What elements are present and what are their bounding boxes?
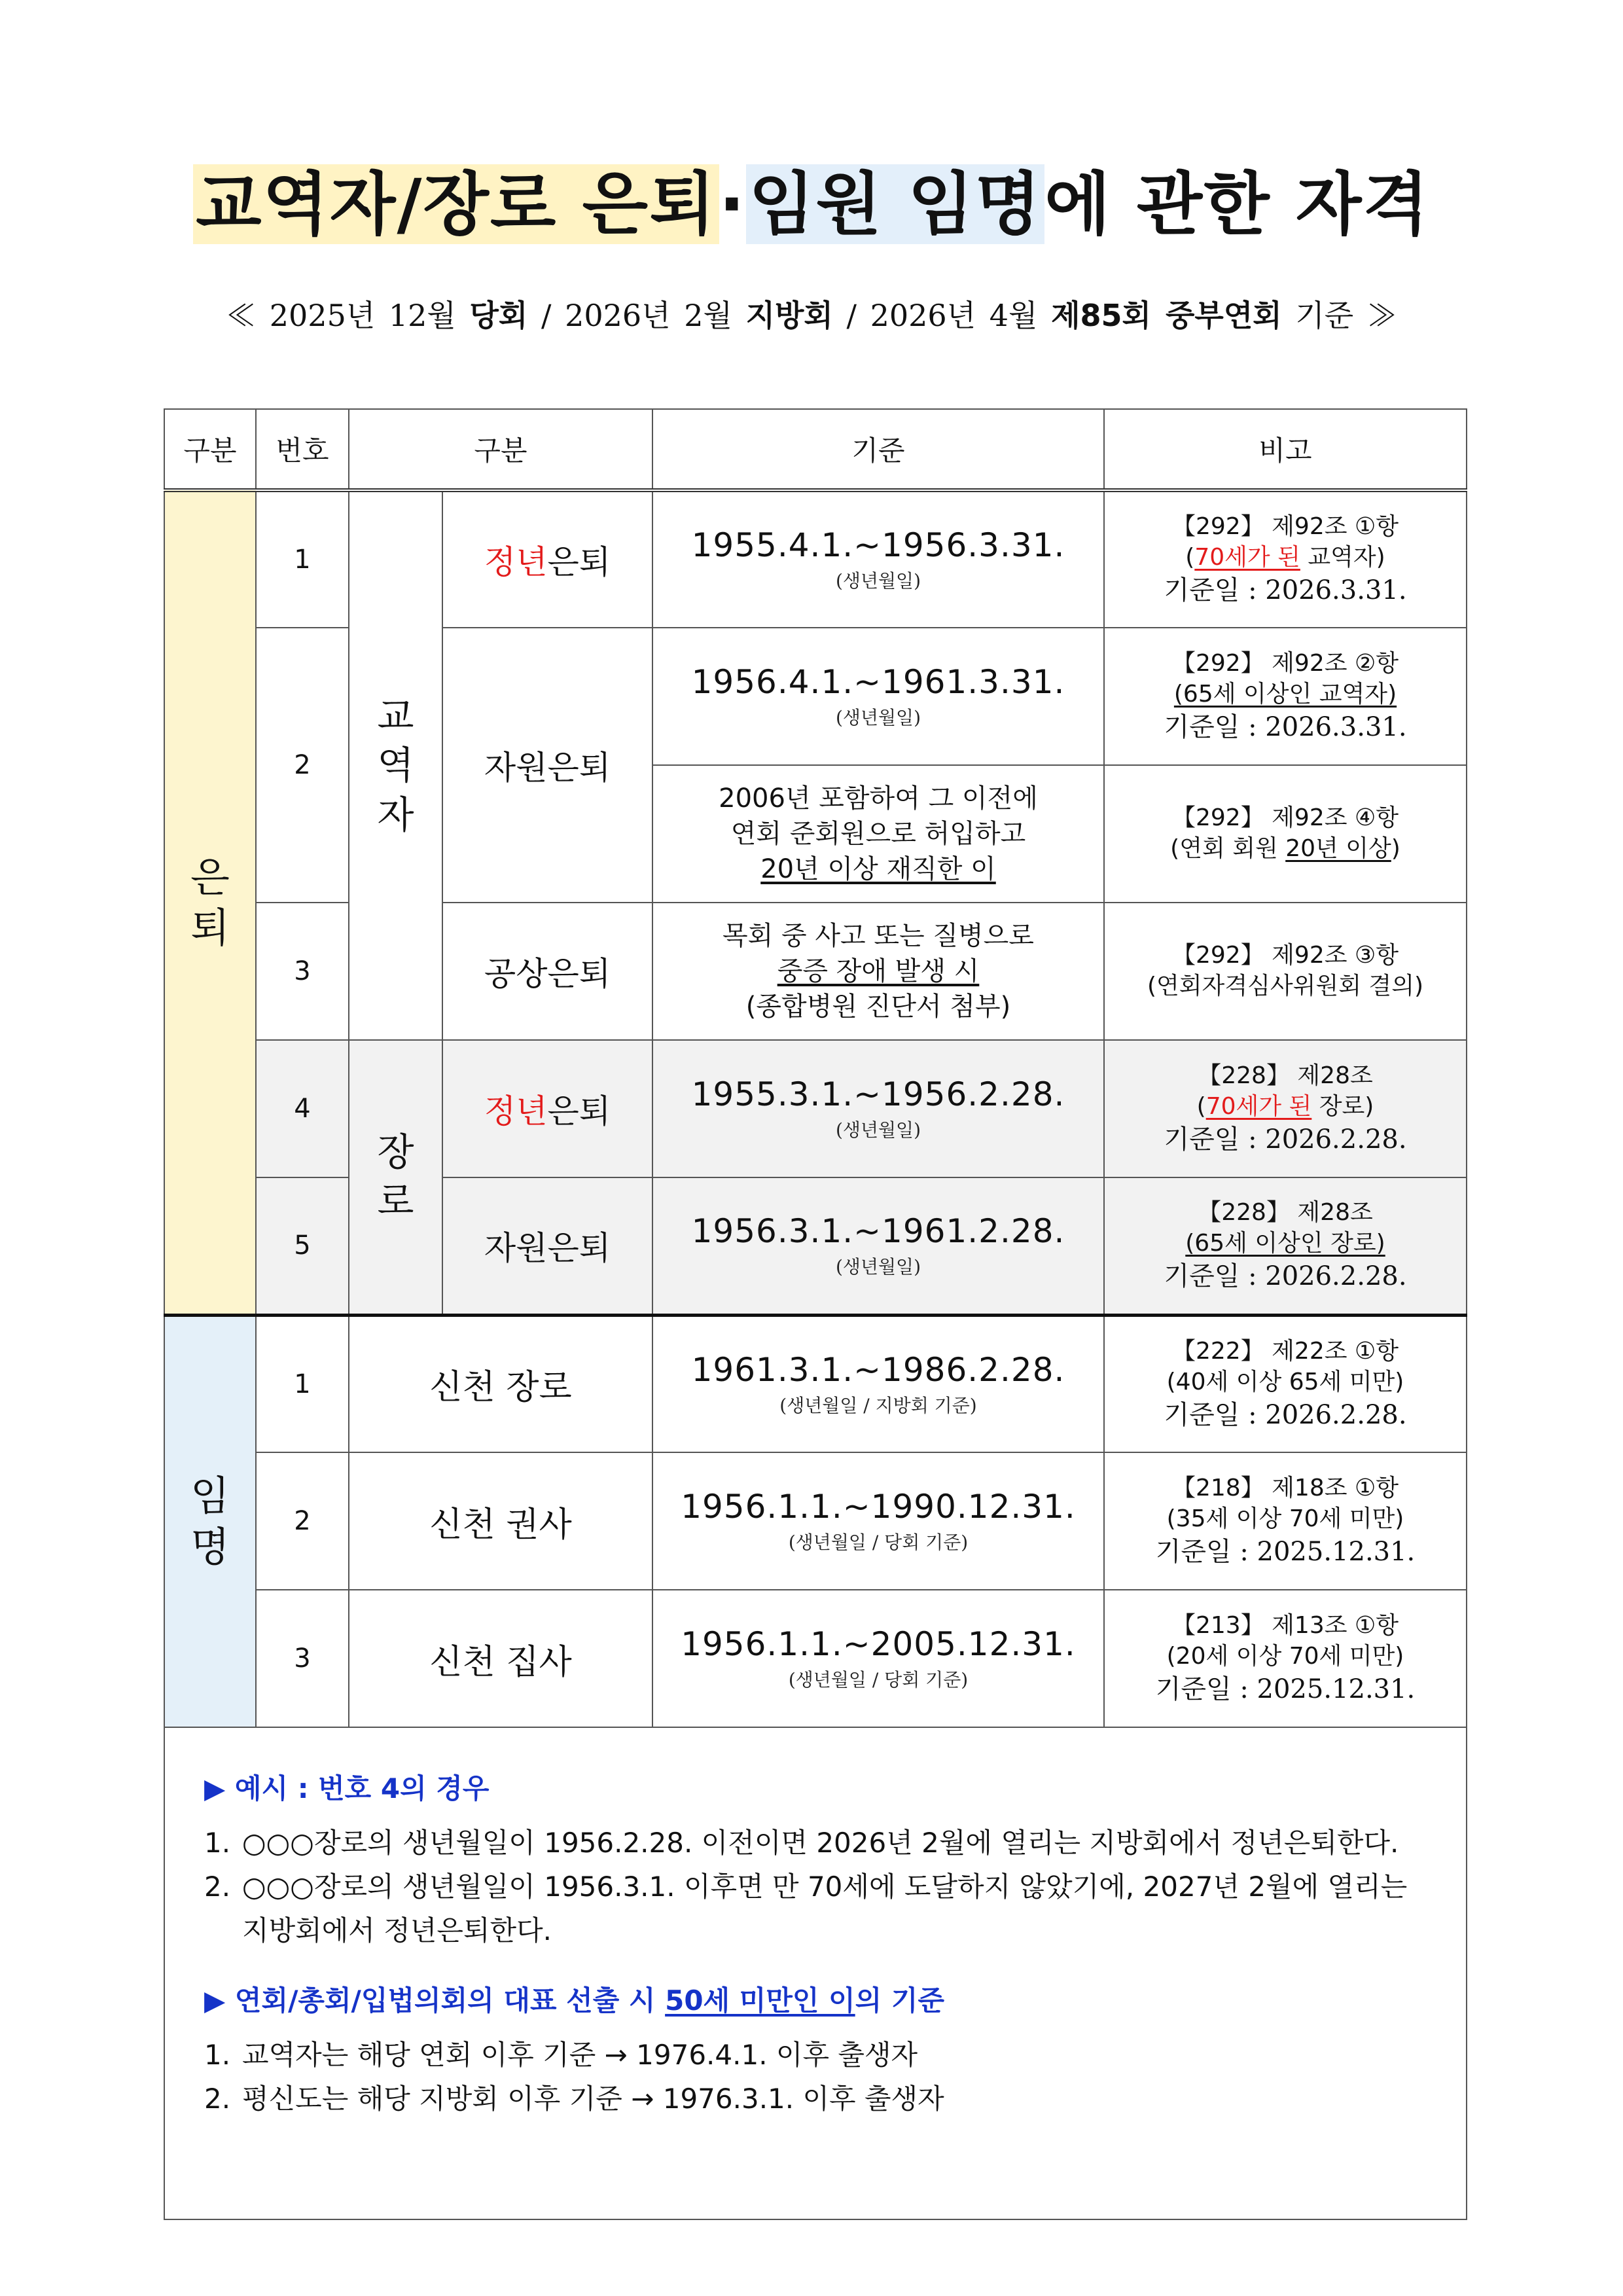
- note-underline: 20년 이상: [1285, 835, 1391, 862]
- row-number: 3: [256, 1590, 349, 1727]
- table-row: [164, 1590, 1467, 1727]
- table-header-row: [164, 409, 1467, 490]
- page-subtitle: [0, 298, 1623, 334]
- note-text: 교역자): [1300, 544, 1385, 571]
- note-desc: (65세 이상인 장로): [1185, 1230, 1385, 1257]
- date-sub: (생년월일 / 지방회 기준): [779, 1394, 977, 1416]
- date-range: 1956.1.1.~2005.12.31.: [681, 1625, 1076, 1663]
- note-red: 70세가 된: [1205, 1093, 1312, 1120]
- title-part1: 교역자/장로 은퇴: [193, 164, 719, 244]
- criteria-cell: [652, 1590, 1104, 1727]
- note-ref: 【228】 제28조: [1198, 1199, 1373, 1227]
- note-ref: 【222】 제22조 ①항: [1171, 1337, 1399, 1365]
- note-date: 기준일 : 2026.3.31.: [1164, 575, 1407, 605]
- note-desc: (40세 이상 65세 미만): [1166, 1368, 1404, 1395]
- note-date: 기준일 : 2026.3.31.: [1164, 711, 1407, 742]
- note-desc: (연회자격심사위원회 결의): [1147, 973, 1424, 999]
- footer-index: 2.: [204, 2082, 231, 2115]
- remarks-cell: [1104, 1590, 1467, 1727]
- criteria-line: 연회 준회원으로 허입하고: [730, 819, 1026, 849]
- category-cell: 신천 장로: [349, 1315, 652, 1452]
- table-row: [164, 1315, 1467, 1452]
- note-paren: (: [1185, 544, 1195, 571]
- footer-heading-example: ▶ 예시 : 번호 4의 경우: [204, 1772, 490, 1804]
- footer-heading-text: 의 기준: [855, 1984, 945, 2017]
- table-row: [164, 1452, 1467, 1590]
- category-cell: [442, 1040, 652, 1177]
- row-number: 1: [256, 490, 349, 628]
- footer-heading-underline: 50세 미만인 이: [665, 1984, 855, 2017]
- remarks-cell: [1104, 903, 1467, 1040]
- note-text: (연회 회원: [1170, 835, 1286, 862]
- remarks-cell: [1104, 1452, 1467, 1590]
- note-ref: 【292】 제92조 ④항: [1171, 804, 1399, 832]
- note-date: 기준일 : 2026.2.28.: [1164, 1124, 1407, 1155]
- subtitle-text: ≪ 2025년 12월: [226, 298, 470, 333]
- footer-heading-text: ▶ 연회/총회/입법의회의 대표 선출 시: [204, 1984, 666, 2017]
- criteria-cell: [652, 765, 1104, 903]
- footer-text: 평신도는 해당 지방회 이후 기준 → 1976.3.1. 이후 출생자: [242, 2082, 944, 2115]
- note-desc: [1105, 543, 1466, 573]
- header-category: 구분: [349, 409, 652, 490]
- footer-row: [164, 1727, 1467, 2219]
- footer-text: ○○○장로의 생년월일이 1956.2.28. 이전이면 2026년 2월에 열리는 지방회에서 정년은퇴한다.: [242, 1827, 1399, 1859]
- date-range: 1955.3.1.~1956.2.28.: [691, 1075, 1065, 1113]
- footer-text: 교역자는 해당 연회 이후 기준 → 1976.4.1. 이후 출생자: [242, 2038, 918, 2071]
- note-date: 기준일 : 2026.2.28.: [1164, 1399, 1407, 1430]
- category-cell: 신천 권사: [349, 1452, 652, 1590]
- group-pastor-label: [349, 490, 442, 1040]
- row-number: 3: [256, 903, 349, 1040]
- table-row: [164, 1040, 1467, 1177]
- note-desc: (20세 이상 70세 미만): [1166, 1643, 1404, 1670]
- note-ref: 【218】 제18조 ①항: [1171, 1475, 1399, 1502]
- criteria-cell: [652, 1452, 1104, 1590]
- date-sub: (생년월일): [835, 570, 921, 592]
- subtitle-text: 기준 ≫: [1281, 298, 1397, 333]
- footer-heading-representative: [204, 1979, 1427, 2018]
- category-cell: 자원은퇴: [442, 1177, 652, 1315]
- footer-index: 1.: [204, 1827, 231, 1859]
- criteria-line: 20년 이상 재직한 이: [760, 854, 996, 884]
- note-desc: (65세 이상인 교역자): [1173, 681, 1397, 708]
- remarks-cell: [1104, 628, 1467, 765]
- criteria-line: (종합병원 진단서 첨부): [745, 992, 1011, 1022]
- footer-line: [204, 2033, 1427, 2077]
- category-cell: [442, 490, 652, 628]
- category-red: 정년: [484, 543, 548, 581]
- date-sub: (생년월일 / 당회 기준): [788, 1532, 969, 1553]
- criteria-line: 2006년 포함하여 그 이전에: [719, 783, 1038, 814]
- note-date: 기준일 : 2025.12.31.: [1155, 1536, 1416, 1567]
- section-retire-label: [164, 490, 256, 1315]
- criteria-cell: [652, 1315, 1104, 1452]
- footer-index: 2.: [204, 1871, 231, 1903]
- date-sub: (생년월일 / 당회 기준): [788, 1669, 969, 1691]
- remarks-cell: [1104, 1315, 1467, 1452]
- date-range: 1961.3.1.~1986.2.28.: [691, 1350, 1065, 1389]
- note-desc: [1105, 834, 1466, 865]
- date-range: 1956.3.1.~1961.2.28.: [691, 1212, 1065, 1251]
- criteria-cell: [652, 1040, 1104, 1177]
- section-retire-text: 은 퇴: [190, 853, 230, 952]
- footer-text: ○○○장로의 생년월일이 1956.3.1. 이후면 만 70세에 도달하지 않았기에, 2027년 2월에 열리는: [242, 1871, 1408, 1903]
- note-ref: 【228】 제28조: [1198, 1062, 1373, 1090]
- category-cell: 자원은퇴: [442, 628, 652, 903]
- footer-line: [204, 1821, 1427, 1865]
- note-ref: 【292】 제92조 ②항: [1171, 650, 1399, 677]
- footer-notes: [164, 1727, 1467, 2219]
- note-red: 70세가 된: [1194, 544, 1300, 571]
- category-cell: 공상은퇴: [442, 903, 652, 1040]
- subtitle-text: / 2026년 2월: [527, 298, 746, 333]
- row-number: 2: [256, 628, 349, 903]
- note-ref: 【292】 제92조 ③항: [1171, 942, 1399, 969]
- date-sub: (생년월일): [835, 1119, 921, 1141]
- row-number: 1: [256, 1315, 349, 1452]
- category-red: 정년: [484, 1092, 548, 1130]
- category-cell: 신천 집사: [349, 1590, 652, 1727]
- title-dot: ·: [719, 164, 747, 244]
- title-part3: 에 관한 자격: [1044, 164, 1430, 244]
- subtitle-bold: 지방회: [745, 298, 833, 333]
- date-range: 1955.4.1.~1956.3.31.: [691, 526, 1065, 564]
- footer-line-cont: 지방회에서 정년은퇴한다.: [242, 1914, 552, 1947]
- header-number: 번호: [256, 409, 349, 490]
- group-pastor-text: 교 역 자: [377, 693, 414, 837]
- remarks-cell: [1104, 1177, 1467, 1315]
- criteria-cell: [652, 903, 1104, 1040]
- date-range: 1956.4.1.~1961.3.31.: [691, 663, 1065, 701]
- remarks-cell: [1104, 1040, 1467, 1177]
- header-remarks: 비고: [1104, 409, 1467, 490]
- note-paren: (: [1196, 1093, 1206, 1120]
- page-title: [0, 164, 1623, 245]
- note-ref: 【213】 제13조 ①항: [1171, 1612, 1399, 1640]
- spacer: [204, 1953, 1427, 1979]
- criteria-cell: [652, 628, 1104, 765]
- subtitle-bold: 제85회 중부연회: [1051, 298, 1282, 333]
- subtitle-text: / 2026년 4월: [832, 298, 1052, 333]
- date-sub: (생년월일): [835, 707, 921, 728]
- note-desc: (35세 이상 70세 미만): [1166, 1505, 1404, 1532]
- remarks-cell: [1104, 765, 1467, 903]
- row-number: 5: [256, 1177, 349, 1315]
- note-text: ): [1391, 835, 1400, 862]
- group-elder-label: [349, 1040, 442, 1315]
- criteria-line: 중증 장애 발생 시: [777, 956, 980, 986]
- footer-index: 1.: [204, 2038, 231, 2071]
- footer-line: [204, 1865, 1427, 1909]
- note-desc: [1105, 1092, 1466, 1122]
- footer-line: [204, 2077, 1427, 2121]
- title-part2: 임원 임명: [746, 164, 1044, 244]
- criteria-line: 목회 중 사고 또는 질병으로: [722, 921, 1034, 951]
- note-date: 기준일 : 2026.2.28.: [1164, 1261, 1407, 1292]
- qualification-table: [164, 408, 1467, 2220]
- section-appoint-text: 임 명: [190, 1472, 230, 1571]
- header-criteria: 기준: [652, 409, 1104, 490]
- remarks-cell: [1104, 490, 1467, 628]
- table-row: [164, 490, 1467, 628]
- note-text: 장로): [1311, 1093, 1374, 1120]
- subtitle-bold: 당회: [469, 298, 528, 333]
- criteria-cell: [652, 1177, 1104, 1315]
- note-date: 기준일 : 2025.12.31.: [1155, 1674, 1416, 1704]
- row-number: 4: [256, 1040, 349, 1177]
- group-elder-text: 장 로: [377, 1129, 414, 1224]
- category-text: 은퇴: [547, 1092, 611, 1130]
- row-number: 2: [256, 1452, 349, 1590]
- date-sub: (생년월일): [835, 1256, 921, 1278]
- header-division: 구분: [164, 409, 256, 490]
- criteria-cell: [652, 490, 1104, 628]
- section-appoint-label: [164, 1315, 256, 1727]
- category-text: 은퇴: [547, 543, 611, 581]
- note-ref: 【292】 제92조 ①항: [1171, 513, 1399, 541]
- date-range: 1956.1.1.~1990.12.31.: [681, 1488, 1076, 1526]
